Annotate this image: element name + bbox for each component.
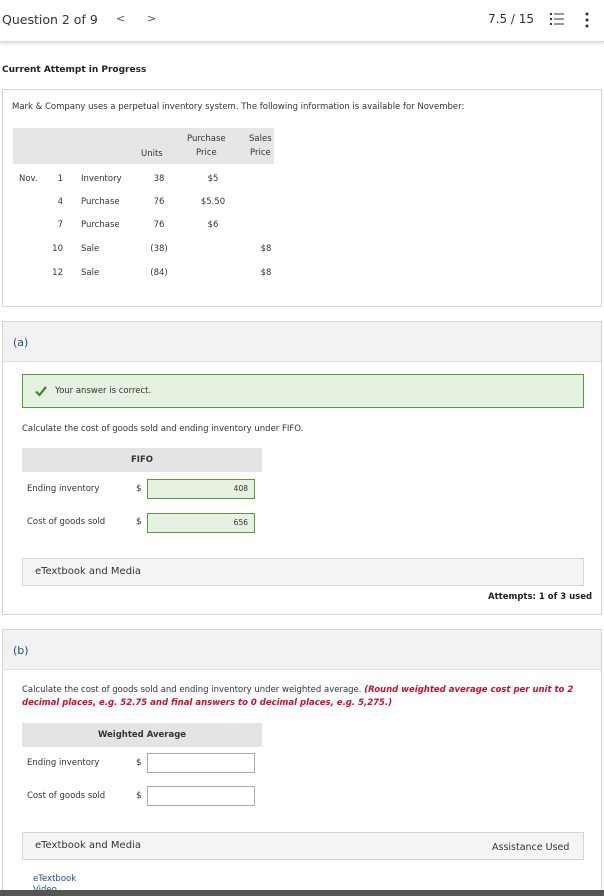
purchase-price-header-2: Price (196, 148, 217, 158)
month-label: Nov. (19, 174, 38, 184)
ending-inventory-label: Ending inventory (27, 484, 100, 494)
row-units: 38 (153, 174, 165, 184)
list-icon[interactable] (550, 12, 564, 26)
part-b-instruction (22, 684, 587, 710)
etextbook-media-toggle[interactable]: eTextbook and Media (22, 558, 584, 586)
etextbook-link[interactable]: eTextbook (33, 874, 77, 884)
row-units: 76 (153, 220, 165, 230)
next-question-button[interactable]: > (147, 12, 157, 25)
fifo-column-header: FIFO (22, 448, 262, 472)
weighted-average-column-header: Weighted Average (22, 723, 262, 747)
part-a-instruction: Calculate the cost of goods sold and ending inventory under FIFO. (22, 424, 304, 434)
etextbook-media-toggle[interactable]: eTextbook and Media (22, 832, 584, 860)
row-day: 10 (52, 244, 63, 254)
check-icon (35, 385, 47, 397)
part-b-panel (2, 629, 602, 896)
wa-cogs-input[interactable] (147, 786, 255, 806)
question-counter: Question 2 of 9 (2, 12, 98, 27)
assistance-used-label: Assistance Used (492, 842, 570, 853)
feedback-text: Your answer is correct. (55, 386, 152, 396)
row-type: Sale (81, 244, 100, 254)
attempt-status: Current Attempt in Progress (2, 65, 147, 75)
units-header: Units (141, 149, 163, 159)
currency-symbol: $ (136, 484, 142, 494)
cogs-label: Cost of goods sold (27, 791, 106, 801)
row-sales-price: $8 (260, 244, 272, 254)
row-type: Purchase (81, 220, 120, 230)
sales-price-header-2: Price (250, 148, 271, 158)
row-units: (84) (150, 268, 168, 278)
fifo-ending-inventory-input[interactable]: 408 (147, 479, 255, 499)
currency-symbol: $ (136, 517, 142, 527)
part-b-instruction-text: Calculate the cost of goods sold and ending inventory under weighted average. (22, 685, 362, 695)
part-b-header (3, 630, 601, 670)
row-purchase-price: $5 (207, 174, 219, 184)
currency-symbol: $ (136, 758, 142, 768)
row-sales-price: $8 (260, 268, 272, 278)
part-a-panel (2, 321, 602, 615)
top-bar (0, 0, 604, 42)
part-a-label: (a) (13, 336, 29, 349)
row-day: 12 (52, 268, 63, 278)
row-units: (38) (150, 244, 168, 254)
row-purchase-price: $6 (207, 220, 219, 230)
rounding-note: (Round weighted average cost per unit to 2 decimal places, e.g. 52.75 and final answers to 0 decimal places, e.g. 5,275.) (22, 685, 574, 708)
row-type: Inventory (81, 174, 122, 184)
row-units: 76 (153, 197, 165, 207)
correct-feedback-banner (22, 374, 584, 408)
row-type: Purchase (81, 197, 120, 207)
problem-panel (2, 89, 602, 307)
ending-inventory-label: Ending inventory (27, 758, 100, 768)
fifo-cogs-input[interactable]: 656 (147, 513, 255, 533)
attempts-counter: Attempts: 1 of 3 used (488, 592, 593, 602)
row-purchase-price: $5.50 (200, 197, 226, 207)
score-display: 7.5 / 15 (488, 12, 535, 26)
currency-symbol: $ (136, 791, 142, 801)
part-b-label: (b) (13, 644, 29, 657)
wa-ending-inventory-input[interactable] (147, 753, 255, 773)
previous-question-button[interactable]: < (116, 12, 126, 25)
row-day: 7 (57, 220, 63, 230)
row-day: 4 (57, 197, 63, 207)
row-type: Sale (81, 268, 100, 278)
cogs-label: Cost of goods sold (27, 517, 106, 527)
more-options-icon[interactable] (585, 12, 589, 28)
part-a-header (3, 322, 601, 362)
row-day: 1 (57, 174, 63, 184)
table-header (13, 128, 274, 164)
problem-statement: Mark & Company uses a perpetual inventory system. The following information is available for November: (12, 102, 465, 112)
purchase-price-header: Purchase (187, 134, 226, 144)
bottom-scroll-bar (0, 890, 604, 896)
sales-price-header: Sales (249, 134, 272, 144)
